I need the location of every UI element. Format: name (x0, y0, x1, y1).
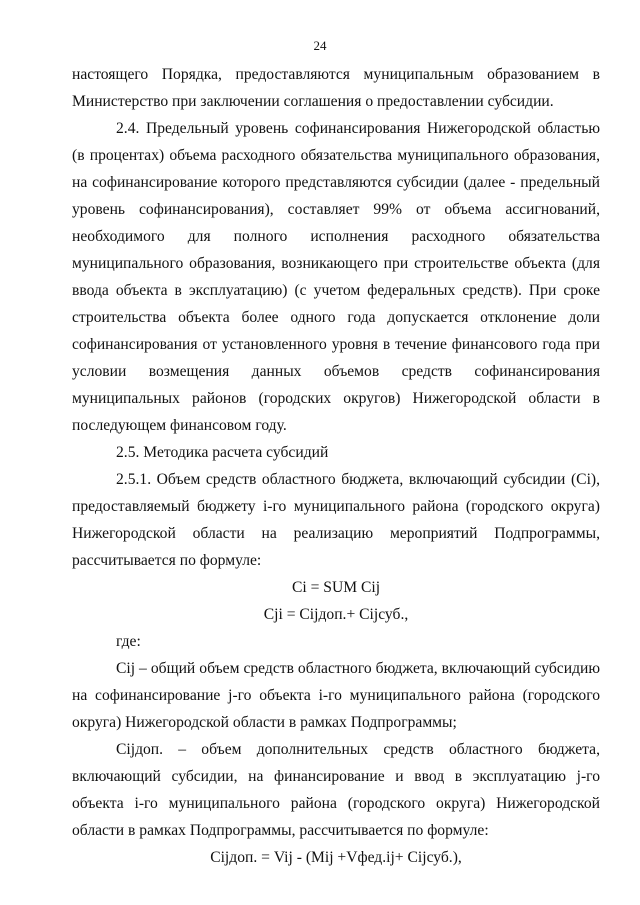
paragraph-continuation: настоящего Порядка, предоставляются муниципальным образованием в Министерство при заключении соглашения о предоставлении субсидии. (72, 66, 600, 110)
definition-cij: Cij – общий объем средств областного бюджета, включающий субсидию на софинансирование j-го объекта i-го муниципального района (городского округа) Нижегородской области в рамках Подпрограммы; (72, 660, 600, 731)
formula-cijdop: Cijдоп. = Vij - (Mij +Vфед.ij+ Cijсуб.), (210, 849, 462, 866)
where-label: где: (116, 633, 141, 650)
page-number: 24 (313, 38, 327, 53)
formula-ci: Ci = SUM Cij (291, 579, 381, 596)
paragraph-2-5-1: 2.5.1. Объем средств областного бюджета, включающий субсидии (Ci), предоставляемый бюджету i-го муниципального района (городского округа) Нижегородской области на реализацию мероприятий Подпрограммы, рассчитывается по формуле: (72, 471, 600, 569)
formula-cji: Cji = Cijдоп.+ Cijсуб., (263, 606, 409, 623)
paragraph-2-5-heading: 2.5. Методика расчета субсидий (116, 444, 329, 461)
definition-cijdop: Cijдоп. – объем дополнительных средств областного бюджета, включающий субсидии, на финансирование и ввод в эксплуатацию j-го объекта i-го муниципального района (городского округа) Нижегородской области в рамках Подпрограммы, рассчитывается по формуле: (72, 741, 600, 839)
document-body (72, 61, 600, 871)
paragraph-2-4: 2.4. Предельный уровень софинансирования Нижегородской областью (в процентах) объема расходного обязательства муниципального образования, на софинансирование которого представляются субсидии (далее - предельный уровень софинансирования), составляет 99% от объема ассигнований, необходимого для полного исполнения расходного обязательства муниципального образования, возникающего при строительстве объекта (для ввода объекта в эксплуатацию) (с учетом федеральных средств). При сроке строительства объекта более одного года допускается отклонение доли софинансирования от установленного уровня в течение финансового года при условии возмещения данных объемов средств софинансирования муниципальных районов (городских округов) Нижегородской области в последующем финансовом году. (72, 120, 600, 434)
